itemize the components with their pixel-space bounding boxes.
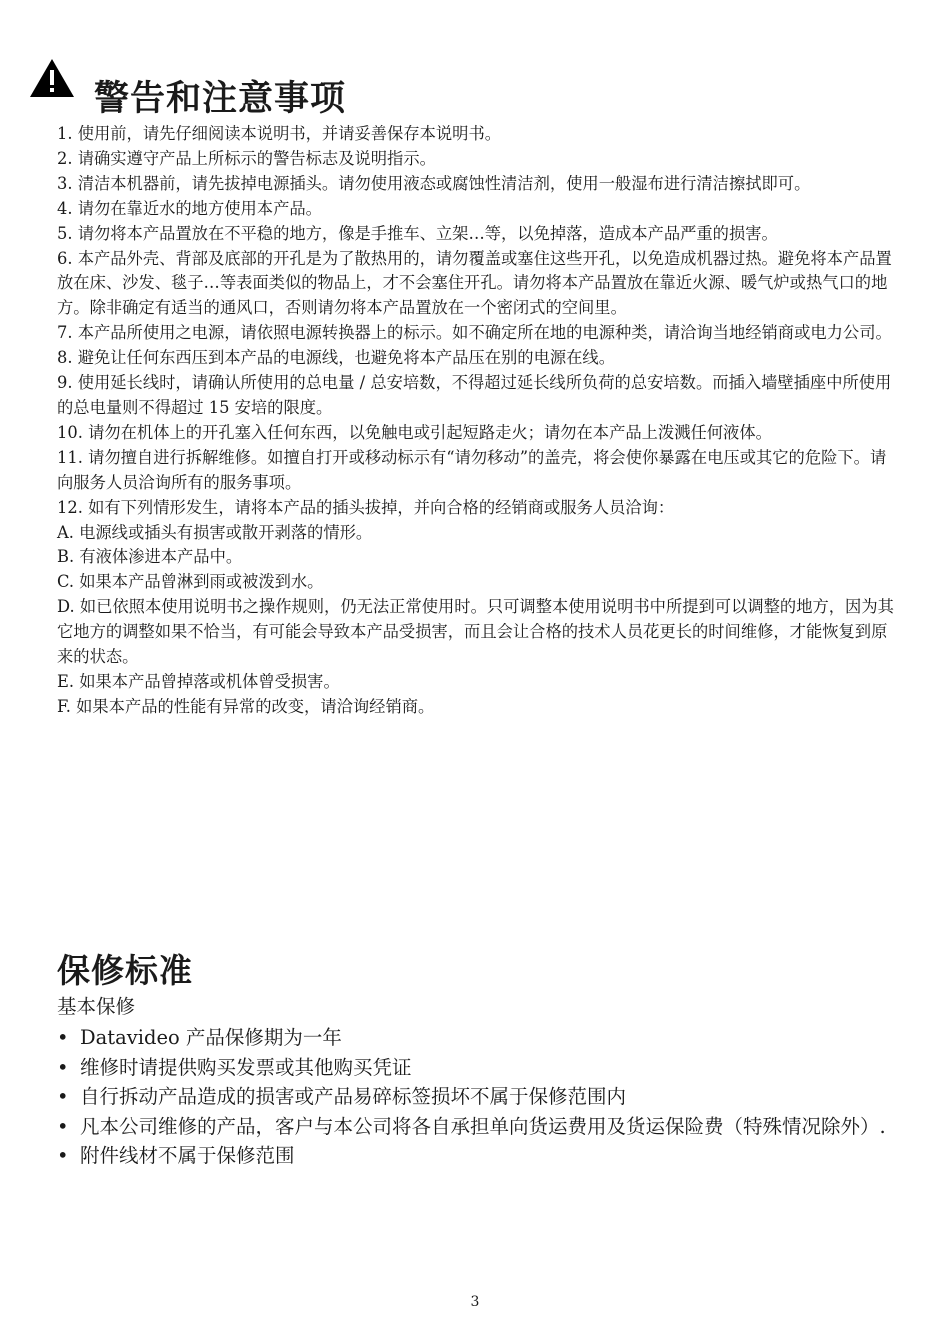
warning-subitem-e: E. 如果本产品曾掉落或机体曾受损害。 (57, 671, 340, 691)
warning-item-5: 5. 请勿将本产品置放在不平稳的地方，像是手推车、立架…等，以免掉落，造成本产品严重的损害。 (57, 223, 778, 243)
warranty-item-text: 维修时请提供购买发票或其他购买凭证 (80, 1055, 412, 1079)
warning-item-1: 1. 使用前，请先仔细阅读本说明书，并请妥善保存本说明书。 (57, 124, 502, 143)
warranty-item-text: 凡本公司维修的产品，客户与本公司将各自承担单向货运费用及货运保险费（特殊情况除外）. (80, 1114, 886, 1138)
warnings-title: 警告和注意事项 (94, 79, 347, 119)
warranty-item (57, 1023, 897, 1053)
warning-item-11: 11. 请勿擅自进行拆解维修。如擅自打开或移动标示有“请勿移动”的盖壳，将会使你暴露在电压或其它的危险下。请向服务人员洽询所有的服务事项。 (57, 447, 887, 492)
warning-triangle-icon (29, 58, 75, 98)
bullet-icon: • (57, 1026, 69, 1049)
warranty-item (57, 1053, 897, 1083)
warranty-item (57, 1141, 897, 1171)
warning-item-4: 4. 请勿在靠近水的地方使用本产品。 (57, 198, 322, 218)
warning-subitem-c: C. 如果本产品曾淋到雨或被泼到水。 (57, 572, 324, 592)
page-number: 3 (470, 1294, 480, 1310)
warranty-list (57, 1023, 897, 1171)
bullet-icon: • (57, 1055, 69, 1079)
warranty-item-text: Datavideo 产品保修期为一年 (80, 1026, 342, 1049)
warning-item-7: 7. 本产品所使用之电源，请依照电源转换器上的标示。如不确定所在地的电源种类，请洽询当地经销商或电力公司。 (57, 323, 892, 343)
warning-item-8: 8. 避免让任何东西压到本产品的电源线，也避免将本产品压在别的电源在线。 (57, 348, 615, 368)
bullet-icon: • (57, 1114, 69, 1138)
warning-item-10: 10. 请勿在机体上的开孔塞入任何东西，以免触电或引起短路走火；请勿在本产品上泼溅任何液体。 (57, 422, 772, 442)
warning-subitem-b: B. 有液体渗进本产品中。 (57, 547, 243, 567)
warning-item-9: 9. 使用延长线时，请确认所使用的总电量 / 总安培数，不得超过延长线所负荷的总安培数。而插入墙壁插座中所使用的总电量则不得超过 15 安培的限度。 (57, 373, 892, 417)
warning-item-12: 12. 如有下列情形发生，请将本产品的插头拔掉，并向合格的经销商或服务人员洽询： (57, 497, 675, 517)
warranty-item (57, 1112, 897, 1142)
warranty-title: 保修标准 (57, 951, 193, 990)
warnings-list (57, 122, 895, 720)
bullet-icon: • (57, 1144, 69, 1167)
bullet-icon: • (57, 1085, 69, 1108)
warranty-item-text: 附件线材不属于保修范围 (80, 1144, 295, 1167)
warning-subitem-a: A. 电源线或插头有损害或散开剥落的情形。 (57, 522, 373, 542)
warranty-item-text: 自行拆动产品造成的损害或产品易碎标签损坏不属于保修范围内 (80, 1085, 627, 1108)
warning-item-6: 6. 本产品外壳、背部及底部的开孔是为了散热用的，请勿覆盖或塞住这些开孔，以免造成机器过热。避免将本产品置放在床、沙发、毯子…等表面类似的物品上，才不会塞住开孔。请勿将本产品置放在靠近火源、暖气炉或热气口的地方。除非确定有适当的通风口，否则请勿将本产品置放在一个密闭式的空间里。 (57, 248, 892, 318)
warning-subitem-f: F. 如果本产品的性能有异常的改变，请洽询经销商。 (57, 696, 435, 716)
warning-subitem-d: D. 如已依照本使用说明书之操作规则，仍无法正常使用时。只可调整本使用说明书中所提到可以调整的地方，因为其它地方的调整如果不恰当，有可能会导致本产品受损害，而且会让合格的技术人员花更长的时间维修，才能恢复到原来的状态。 (57, 597, 894, 667)
warranty-item (57, 1082, 897, 1112)
warning-item-2: 2. 请确实遵守产品上所标示的警告标志及说明指示。 (57, 148, 436, 168)
warning-item-3: 3. 清洁本机器前，请先拔掉电源插头。请勿使用液态或腐蚀性清洁剂，使用一般湿布进行清洁擦拭即可。 (57, 173, 811, 193)
warranty-subtitle: 基本保修 (57, 995, 136, 1018)
